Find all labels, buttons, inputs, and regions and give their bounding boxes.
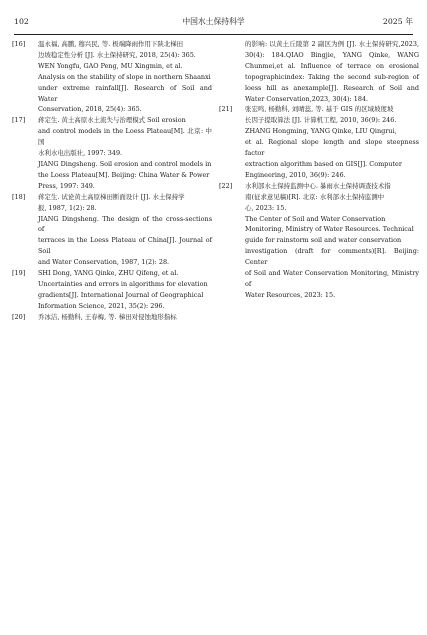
reference-text-line: 的影响: 以黄土丘陵第 2 副区为例 [J]. 水土保持研究,	[245, 40, 401, 48]
reference-text-line: ZHANG Hongming, YANG Qinke, LIU Qingrui,	[245, 127, 397, 136]
reference-text-line: 水利水电出版社, 1997: 349.	[38, 149, 123, 158]
reference-text-line: Monitoring, Ministry of Water Resources. Technical	[245, 225, 414, 234]
reference-number: [16]	[12, 40, 26, 48]
reference-number: [18]	[12, 192, 26, 201]
reference-continuation	[219, 39, 419, 104]
reference-text-line: Conservation, 2018, 25(4): 365.	[38, 105, 142, 114]
reference-text-line: Water Resources, 2023: 15.	[245, 290, 336, 299]
reference-text-line: Analysis on the stability of slope in northern Shaanxi	[38, 72, 211, 81]
reference-number: [20]	[12, 312, 26, 321]
reference-text-line: 心, 2023: 15.	[245, 203, 287, 212]
reference-number: [19]	[12, 269, 26, 278]
page-header	[14, 15, 413, 29]
reference-entry	[219, 181, 419, 301]
reference-entry	[12, 312, 212, 323]
reference-entry	[12, 39, 212, 115]
reference-entry	[12, 192, 212, 268]
reference-text-line: guide for rainstorm soil and water conservation	[245, 236, 402, 245]
reference-text-line: the Loess Plateau[M]. Beijing: China Water & Power	[38, 170, 210, 179]
journal-title: 中国水土保持科学	[182, 17, 245, 26]
reference-number: [17]	[12, 116, 26, 125]
publication-year: 2025 年	[382, 17, 413, 26]
reference-text-line: Engineering, 2010, 36(9): 246.	[245, 170, 346, 179]
reference-text-line: index: Taking the second sub-region of loess hill as an	[245, 72, 419, 92]
reference-text-line: et al. Regional slope length and slope steepness factor	[245, 138, 419, 158]
reference-text-line: 南(征求意见稿)[R]. 北京: 水利部水土保持监测中	[245, 192, 385, 201]
left-column	[12, 39, 212, 323]
reference-text-line: under extreme rainfall[J]. Research of Soil and Water	[38, 83, 212, 103]
reference-text-line: and control models in the Loess Plateau[M]. 北京: 中国	[38, 127, 212, 147]
header-rule	[14, 34, 413, 35]
reference-text-line: Uncertainties and errors in algorithms for elevation	[38, 279, 208, 288]
page-number: 102	[14, 17, 29, 26]
reference-text-line: WEN Yongfu, GAO Peng, MU Xingmin, et al.	[38, 61, 183, 70]
reference-entry	[12, 115, 212, 191]
right-column	[219, 39, 419, 301]
reference-text-line: 温永福, 高鹏, 穆兴民, 等. 极端降雨作用下陕北梯田	[38, 40, 184, 48]
reference-text-line: example[J]. Research of Soil and Water Conservation,	[245, 83, 419, 103]
reference-text-line: 蒋定生. 黄土高原水土流失与治理模式 Soil erosion	[38, 116, 186, 125]
reference-number: [22]	[219, 181, 233, 190]
reference-text-line: The Center of Soil and Water Conservation	[245, 214, 386, 223]
reference-text-line: QIAO Bingjie, YANG Qinke, WANG Chunmei,	[245, 50, 419, 70]
reference-text-line: 2023, 30(4): 184.	[311, 94, 369, 103]
reference-text-line: 蒋定生. 试论黄土高原梯田断面设计 [J]. 水土保持学	[38, 192, 185, 201]
reference-text-line: Information Science, 2021, 35(2): 296.	[38, 301, 165, 310]
reference-text-line: 张宏鸣, 杨勤科, 刘晴蕊, 等. 基于 GIS 的区域坡度坡	[245, 105, 394, 114]
reference-text-line: 2023, 30(4): 184.	[245, 40, 419, 59]
reference-entry	[12, 268, 212, 312]
reference-text-line: SHI Dong, YANG Qinke, ZHU Qifeng, et al.	[38, 269, 179, 278]
reference-text-line: 报, 1987, 1(2): 28.	[38, 203, 97, 212]
reference-text-line: Press, 1997: 349.	[38, 181, 95, 190]
reference-text-line: investigation (draft for comments)[R]. Beijing: Center	[245, 247, 419, 267]
reference-text-line: 边坡稳定性分析 [J]. 水土保持研究, 2018, 25(4): 365.	[38, 50, 196, 59]
reference-text-line: 水利部水土保持监测中心. 暴雨水土保持调查技术指	[245, 181, 391, 190]
reference-text-line: terraces in the Loess Plateau of China[J]. Journal of Soil	[38, 236, 212, 256]
reference-text-line: 乔冰洁, 杨勤科, 王春梅, 等. 梯田对侵蚀地形指标	[38, 312, 177, 321]
reference-text-line: 长因子提取算法 [J]. 计算机工程, 2010, 36(9): 246.	[245, 116, 397, 125]
reference-text-line: JIANG Dingsheng. Soil erosion and control models in	[38, 159, 212, 168]
reference-text-line: et al. Influence of terrace on erosional topographic	[245, 61, 419, 81]
reference-number: [21]	[219, 105, 233, 114]
reference-entry	[219, 104, 419, 180]
reference-text-line: extraction algorithm based on GIS[J]. Computer	[245, 159, 402, 168]
reference-text-line: of Soil and Water Conservation Monitoring, Ministry of	[245, 269, 419, 288]
reference-text-line: JIANG Dingsheng. The design of the cross-sections of	[38, 214, 212, 234]
reference-text-line: gradients[J]. International Journal of Geographical	[38, 290, 204, 299]
reference-text-line: and Water Conservation, 1987, 1(2): 28.	[38, 258, 170, 267]
